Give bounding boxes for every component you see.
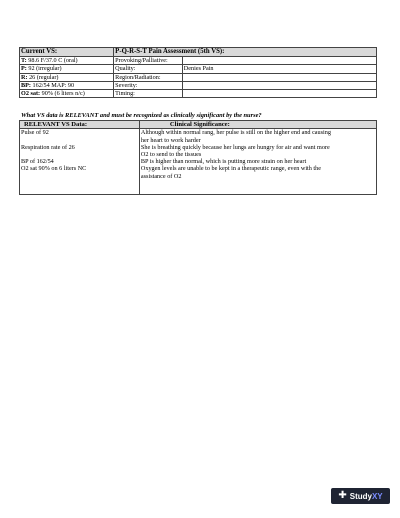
significance-line: BP is higher than normal, which is putting more strain on her heart (140, 158, 307, 166)
relevant-item: Pulse of 92 (21, 129, 49, 137)
significance-line: She is breathing quickly because her lungs are hungry for air and want more (140, 143, 330, 151)
significance-line: assistance of O2 (140, 172, 182, 180)
vs-row (20, 65, 377, 73)
pqrst-header: P-Q-R-S-T Pain Assessment (5th VS): (114, 48, 377, 57)
pqrst-cell: Region/Radiation: (114, 73, 183, 81)
pqrst-answer-cell (182, 57, 376, 65)
logo-text: Study (349, 491, 372, 501)
relevant-vs-table (19, 120, 377, 195)
vs-cell: BP: 162/54 MAP: 90 (20, 81, 114, 89)
relevant-data-row (20, 129, 377, 195)
significance-line: Oxygen levels are unable to be kept in a therapeutic range, even with the (140, 165, 321, 173)
pqrst-cell: Provoking/Palliative: (114, 57, 183, 65)
relevance-question: What VS data is RELEVANT and must be recognized as clinically significant by the nurse? (21, 112, 262, 119)
relevant-data-cell (20, 129, 140, 195)
vs-cell: P: 92 (irregular) (20, 65, 114, 73)
vs-cell: R: 26 (regular) (20, 73, 114, 81)
relevant-item: BP of 162/54 (21, 158, 54, 166)
vs-cell: O2 sat: 90% (6 liters n/c) (20, 90, 114, 98)
vs-cell: T: 98.6 F/37.0 C (oral) (20, 57, 114, 65)
pqrst-cell: Timing: (114, 90, 183, 98)
pqrst-cell: Quality: (114, 65, 183, 73)
relevant-item: Respiration rate of 26 (21, 143, 75, 151)
pqrst-answer-cell (182, 73, 376, 81)
relevant-data-header: RELEVANT VS Data: (20, 121, 140, 129)
significance-line: her heart to work harder (140, 136, 201, 144)
vs-row (20, 81, 377, 89)
plus-icon: ✚ (338, 490, 347, 501)
vs-row (20, 57, 377, 65)
vital-signs-table (19, 47, 377, 98)
clinical-significance-cell (139, 129, 376, 195)
studyxy-logo[interactable] (331, 488, 390, 504)
relevant-item: O2 sat 90% on 6 liters NC (21, 165, 87, 173)
relevant-header-row (20, 121, 377, 129)
vs-row (20, 73, 377, 81)
pqrst-answer-cell: Denies Pain (182, 65, 376, 73)
clinical-significance-header: Clinical Significance: (139, 121, 376, 129)
logo-accent-text: XY (371, 491, 383, 501)
pqrst-cell: Severity: (114, 81, 183, 89)
significance-line: Although within normal rang, her pulse is still on the higher end and causing (140, 129, 331, 137)
significance-line: O2 to send to the tissues (140, 151, 202, 159)
vs-row (20, 90, 377, 98)
pqrst-answer-cell (182, 90, 376, 98)
current-vs-header: Current VS: (20, 48, 114, 57)
pqrst-answer-cell (182, 81, 376, 89)
vs-header-row (20, 48, 377, 57)
